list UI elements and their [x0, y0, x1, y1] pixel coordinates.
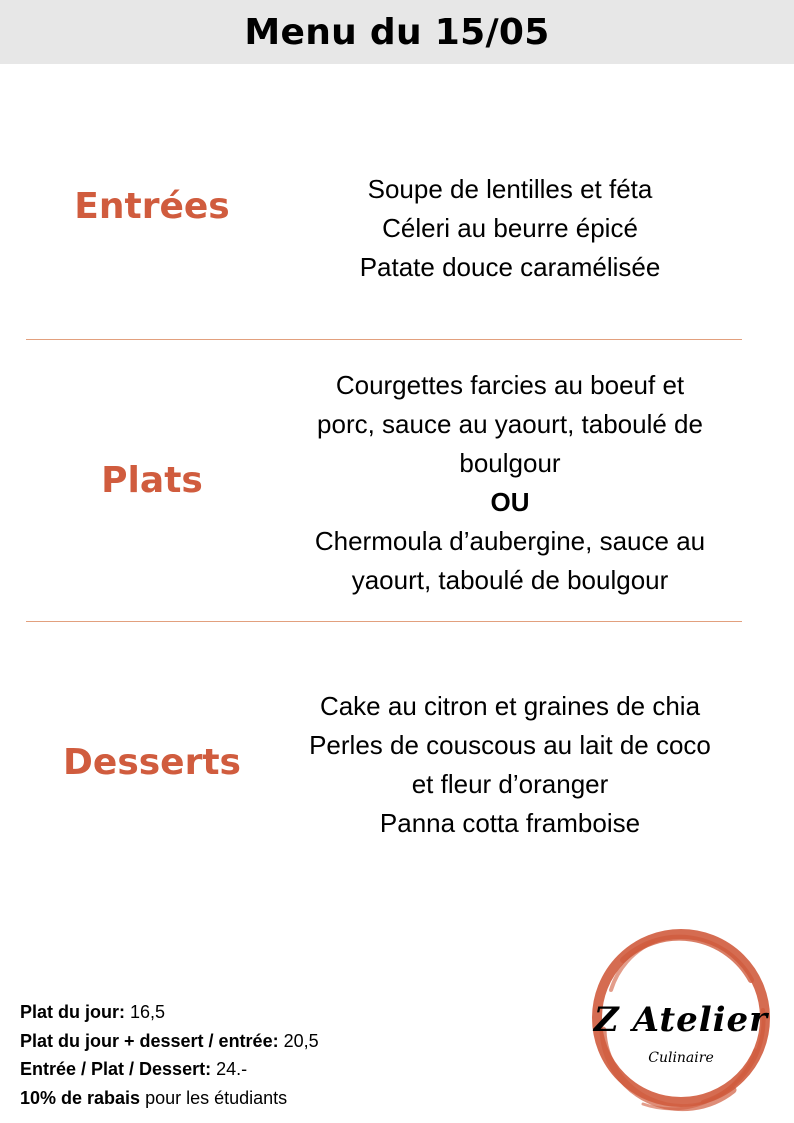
brand-logo: [583, 920, 779, 1116]
dish-line: Courgettes farcies au boeuf et: [335, 370, 685, 400]
page-header: [0, 0, 794, 64]
price-value: 24.-: [211, 1059, 248, 1079]
discount-label: 10% de rabais: [20, 1087, 141, 1108]
section-label-plats: Plats: [101, 460, 203, 501]
dish-line: Céleri au beurre épicé: [382, 213, 638, 243]
dish-line: yaourt, taboulé de boulgour: [351, 565, 669, 595]
price-value: 20,5: [278, 1030, 319, 1051]
price-item: [20, 998, 319, 1027]
logo-title: Z Atelier: [593, 1000, 769, 1040]
dish-line: Panna cotta framboise: [379, 808, 641, 838]
dish-line: Patate douce caramélisée: [359, 252, 661, 282]
dish-line: boulgour: [459, 448, 561, 478]
dish-or-separator: OU: [490, 487, 530, 517]
section-dishes-desserts: [280, 687, 740, 843]
price-item: [20, 1027, 319, 1056]
logo-subtitle: Culinaire: [648, 1050, 714, 1066]
discount-text: pour les étudiants: [140, 1087, 288, 1108]
page-title: Menu du 15/05: [244, 11, 550, 53]
price-item: [20, 1055, 319, 1084]
dish-line: et fleur d’oranger: [411, 769, 609, 799]
section-divider: [26, 621, 742, 622]
dish-line: Perles de couscous au lait de coco: [309, 730, 711, 760]
price-label: Entrée / Plat / Dessert:: [20, 1059, 212, 1079]
price-item: [20, 1084, 319, 1113]
section-label-desserts: Desserts: [63, 742, 241, 783]
dish-line: Cake au citron et graines de chia: [319, 691, 701, 721]
dish-line: Soupe de lentilles et féta: [367, 174, 653, 204]
price-list: [20, 998, 319, 1112]
section-divider: [26, 339, 742, 340]
section-dishes-entrees: [280, 170, 740, 287]
price-label: Plat du jour + dessert / entrée:: [20, 1030, 279, 1051]
price-value: 16,5: [125, 1002, 166, 1022]
section-dishes-plats: [280, 366, 740, 600]
dish-line: porc, sauce au yaourt, taboulé de: [317, 409, 703, 439]
price-label: Plat du jour:: [20, 1002, 125, 1022]
section-label-entrees: Entrées: [74, 186, 230, 227]
dish-line: Chermoula d’aubergine, sauce au: [314, 526, 706, 556]
